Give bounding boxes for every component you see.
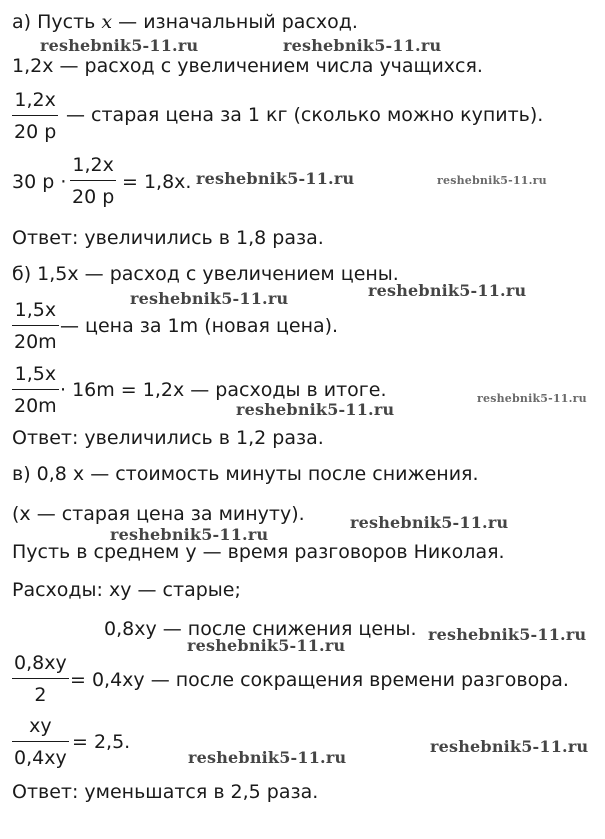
fraction-bar xyxy=(12,741,69,742)
fraction-bar xyxy=(12,325,59,326)
part-a-suffix: — изначальный расход. xyxy=(112,11,358,33)
fraction-numerator: xy xyxy=(29,715,52,737)
part-v-fraction-2 xyxy=(12,714,69,770)
part-v-answer: Ответ: уменьшатся в 2,5 раза. xyxy=(12,781,319,803)
fraction-denominator: 2 xyxy=(34,684,47,706)
fraction-bar xyxy=(12,389,59,390)
part-a-fraction-1-text: — старая цена за 1 кг (сколько можно купить). xyxy=(66,104,544,126)
watermark: reshebnik5-11.ru xyxy=(368,281,527,300)
part-v-fraction-1 xyxy=(12,651,69,707)
watermark: reshebnik5-11.ru xyxy=(283,36,442,55)
fraction-numerator: 1,5x xyxy=(14,299,57,321)
part-a-fraction-1 xyxy=(12,88,58,144)
watermark: reshebnik5-11.ru xyxy=(187,636,346,655)
fraction-bar xyxy=(12,678,69,679)
part-a-fraction-2 xyxy=(70,153,116,209)
fraction-denominator: 20m xyxy=(14,331,57,353)
watermark: reshebnik5-11.ru xyxy=(350,513,509,532)
fraction-numerator: 0,8xy xyxy=(14,652,67,674)
part-b-fraction-1-text: — цена за 1m (новая цена). xyxy=(60,315,339,337)
watermark: reshebnik5-11.ru xyxy=(477,392,587,405)
watermark: reshebnik5-11.ru xyxy=(110,525,269,544)
watermark: reshebnik5-11.ru xyxy=(188,748,347,767)
part-a-answer: Ответ: увеличились в 1,8 раза. xyxy=(12,227,324,249)
fraction-denominator: 20 р xyxy=(14,121,57,143)
fraction-numerator: 1,5x xyxy=(14,363,57,385)
part-v-fraction-2-text: = 2,5. xyxy=(72,731,131,753)
part-v-line-2: (x — старая цена за минуту). xyxy=(12,503,305,525)
fraction-denominator: 20 р xyxy=(72,186,115,208)
part-b-fraction-2-text: · 16m = 1,2x — расходы в итоге. xyxy=(60,379,387,401)
part-a-equation-prefix: 30 р · xyxy=(12,171,67,193)
part-b-line-1: б) 1,5x — расход с увеличением цены. xyxy=(12,263,399,285)
watermark: reshebnik5-11.ru xyxy=(130,289,289,308)
part-v-line-1: в) 0,8 x — стоимость минуты после снижения. xyxy=(12,463,479,485)
watermark: reshebnik5-11.ru xyxy=(430,737,589,756)
part-v-line-5: 0,8xy — после снижения цены. xyxy=(104,618,417,640)
part-a-equation-result: = 1,8x. xyxy=(122,171,192,193)
part-a-var-x: x xyxy=(101,11,113,33)
part-v-fraction-1-text: = 0,4xy — после сокращения времени разговора. xyxy=(70,669,569,691)
part-v-line-3: Пусть в среднем y — время разговоров Николая. xyxy=(12,541,505,563)
watermark: reshebnik5-11.ru xyxy=(437,174,547,187)
watermark: reshebnik5-11.ru xyxy=(236,400,395,419)
fraction-numerator: 1,2x xyxy=(72,154,114,176)
fraction-numerator: 1,2x xyxy=(14,89,56,111)
part-b-fraction-2 xyxy=(12,362,59,418)
fraction-bar xyxy=(70,180,116,181)
part-a-prefix: а) Пусть xyxy=(12,11,102,33)
watermark: reshebnik5-11.ru xyxy=(428,625,587,644)
watermark: reshebnik5-11.ru xyxy=(196,169,355,188)
part-a-line-2: 1,2x — расход с увеличением числа учащихся. xyxy=(12,55,483,77)
part-a-line-1 xyxy=(12,10,358,34)
fraction-denominator: 20m xyxy=(14,395,57,417)
part-v-line-4: Расходы: xy — старые; xyxy=(12,579,241,601)
part-b-fraction-1 xyxy=(12,298,59,354)
watermark: reshebnik5-11.ru xyxy=(40,36,199,55)
fraction-bar xyxy=(12,115,58,116)
fraction-denominator: 0,4xy xyxy=(14,747,67,769)
part-b-answer: Ответ: увеличились в 1,2 раза. xyxy=(12,427,324,449)
